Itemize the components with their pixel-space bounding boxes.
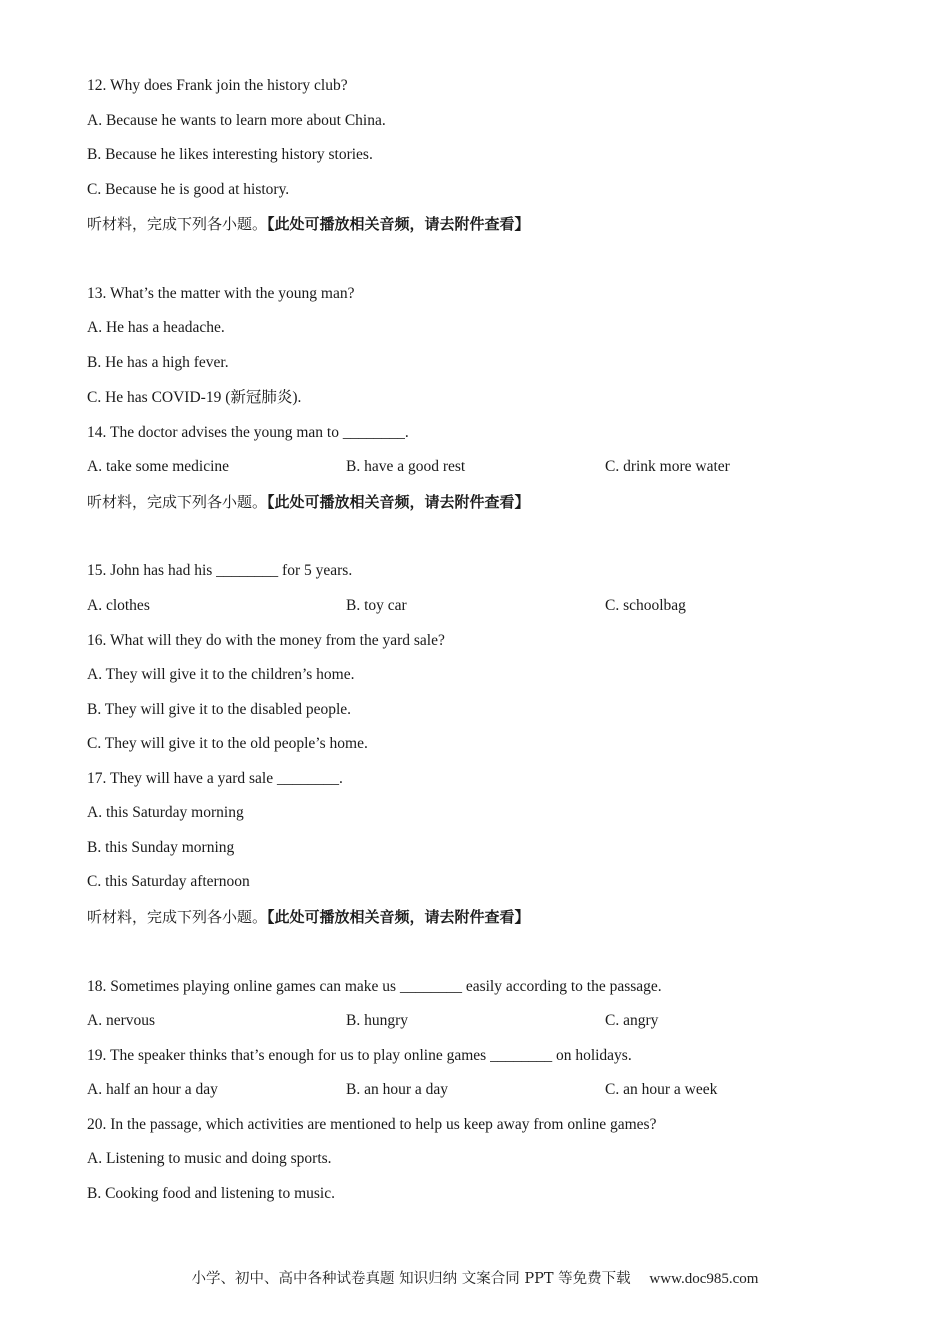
listening-instruction [87, 907, 530, 927]
option-line: C. He has COVID-19 (新冠肺炎). [87, 389, 302, 406]
question-stem: 14. The doctor advises the young man to ________. [87, 424, 409, 441]
question-stem: 17. They will have a yard sale ________. [87, 770, 343, 787]
question-stem: 15. John has had his ________ for 5 years. [87, 562, 353, 579]
option-line: C. They will give it to the old people’s home. [87, 735, 368, 752]
option-c: C. drink more water [605, 458, 730, 475]
question-stem: 13. What’s the matter with the young man? [87, 285, 355, 302]
option-a: A. half an hour a day [87, 1081, 218, 1098]
option-line: B. Cooking food and listening to music. [87, 1185, 335, 1202]
page-footer [0, 1268, 950, 1290]
option-line: B. They will give it to the disabled people. [87, 701, 352, 718]
audio-note: 【此处可播放相关音频，请去附件查看】 [267, 493, 530, 511]
question-stem: 12. Why does Frank join the history club? [87, 77, 348, 94]
option-line: A. Listening to music and doing sports. [87, 1150, 332, 1167]
option-c: C. angry [605, 1012, 659, 1029]
option-line: A. this Saturday morning [87, 804, 244, 821]
instruction-text: 听材料，完成下列各小题。 [87, 215, 268, 233]
option-a: A. clothes [87, 597, 150, 614]
question-stem: 19. The speaker thinks that’s enough for us to play online games ________ on holidays. [87, 1047, 632, 1064]
footer-text: 小学、初中、高中各种试卷真题 知识归纳 文案合同 PPT 等免费下载 [191, 1271, 631, 1287]
listening-instruction [87, 492, 530, 512]
option-line: C. Because he is good at history. [87, 181, 290, 198]
option-b: B. toy car [346, 597, 407, 614]
question-stem: 20. In the passage, which activities are mentioned to help us keep away from online games? [87, 1116, 657, 1133]
option-a: A. take some medicine [87, 458, 230, 475]
question-stem: 16. What will they do with the money from the yard sale? [87, 632, 445, 649]
audio-note: 【此处可播放相关音频，请去附件查看】 [267, 215, 530, 233]
option-line: C. this Saturday afternoon [87, 873, 250, 890]
option-b: B. hungry [346, 1012, 408, 1029]
option-line: A. Because he wants to learn more about China. [87, 112, 386, 129]
option-line: A. They will give it to the children’s home. [87, 666, 355, 683]
option-b: B. an hour a day [346, 1081, 449, 1098]
option-c: C. an hour a week [605, 1081, 718, 1098]
option-row [87, 1011, 867, 1031]
option-a: A. nervous [87, 1012, 156, 1029]
option-line: B. He has a high fever. [87, 354, 229, 371]
instruction-text: 听材料，完成下列各小题。 [87, 908, 268, 926]
option-line: A. He has a headache. [87, 319, 225, 336]
option-row [87, 457, 867, 477]
option-row [87, 596, 867, 616]
option-line: B. Because he likes interesting history stories. [87, 146, 373, 163]
question-stem: 18. Sometimes playing online games can make us ________ easily according to the passage. [87, 978, 662, 995]
option-b: B. have a good rest [346, 458, 466, 475]
listening-instruction [87, 214, 530, 234]
instruction-text: 听材料，完成下列各小题。 [87, 493, 268, 511]
option-row [87, 1080, 867, 1100]
option-line: B. this Sunday morning [87, 839, 235, 856]
footer-website-link[interactable]: www.doc985.com [649, 1271, 759, 1287]
option-c: C. schoolbag [605, 597, 686, 614]
audio-note: 【此处可播放相关音频，请去附件查看】 [267, 908, 530, 926]
